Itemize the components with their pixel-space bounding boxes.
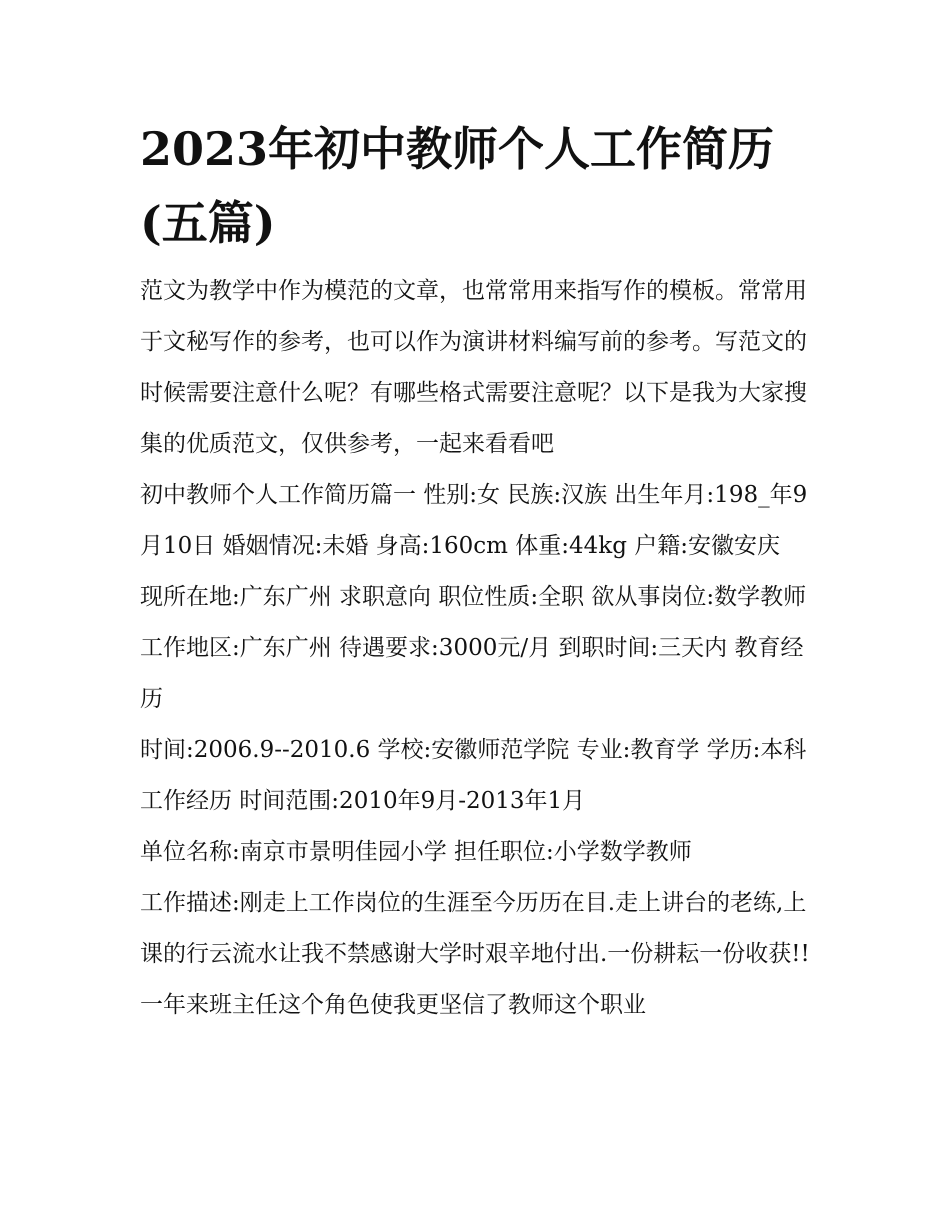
job-intention-paragraph: 现所在地:广东广州 求职意向 职位性质:全职 欲从事岗位:数学教师 工作地区:广东广州 待遇要求:3000元/月 到职时间:三天内 教育经历 [140, 584, 807, 712]
employer-paragraph: 单位名称:南京市景明佳园小学 担任职位:小学数学教师 [140, 839, 692, 865]
document-title: 2023年初中教师个人工作简历(五篇) [140, 122, 775, 250]
education-paragraph: 时间:2006.9--2010.6 学校:安徽师范学院 专业:教育学 学历:本科 工作经历 时间范围:2010年9月-2013年1月 [140, 737, 807, 814]
personal-info-paragraph: 初中教师个人工作简历篇一 性别:女 民族:汉族 出生年月:198_年9月10日 婚姻情况:未婚 身高:160cm 体重:44kg 户籍:安徽安庆 [140, 482, 808, 559]
document-page [140, 112, 812, 1031]
work-description-paragraph: 工作描述:刚走上工作岗位的生涯至今历历在目.走上讲台的老练,上课的行云流水让我不禁感谢大学时艰辛地付出.一份耕耘一份收获!!一年来班主任这个角色使我更坚信了教师这个职业 [140, 890, 810, 1018]
intro-paragraph: 范文为教学中作为模范的文章，也常常用来指写作的模板。常常用于文秘写作的参考，也可以作为演讲材料编写前的参考。写范文的时候需要注意什么呢？有哪些格式需要注意呢？以下是我为大家搜集的优质范文，仅供参考，一起来看看吧 [140, 278, 807, 457]
